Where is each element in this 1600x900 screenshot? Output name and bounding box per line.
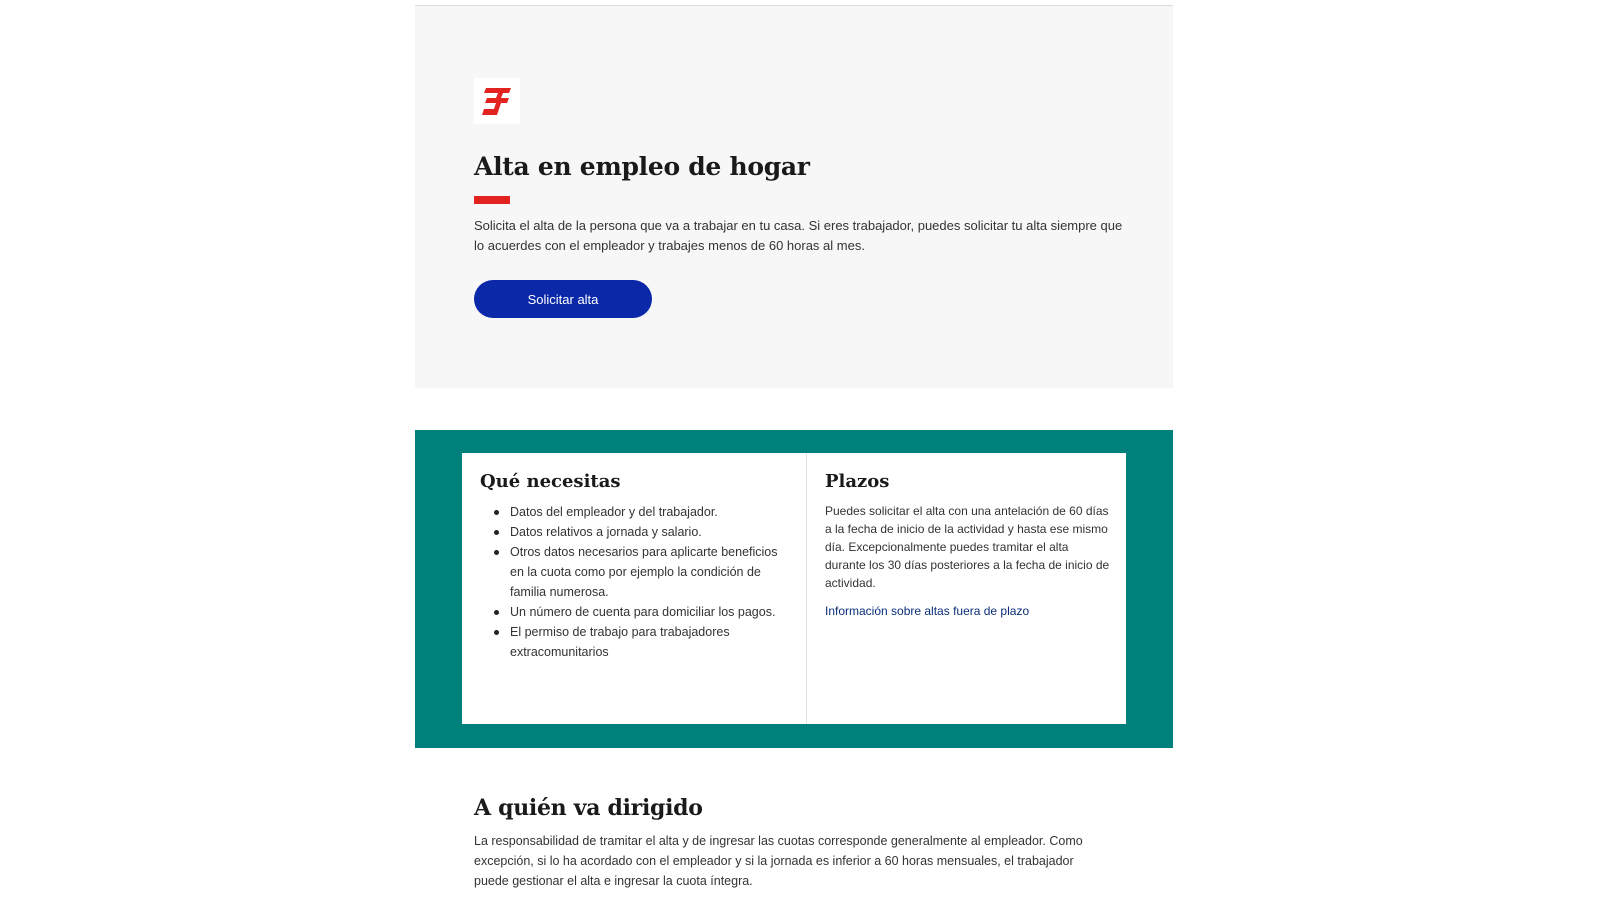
plazos-text: Puedes solicitar el alta con una antelación de 60 días a la fecha de inicio de la actividad y hasta ese mismo día. Excepcionalmente puedes tramitar el alta durante los 30 días posteriores a la fecha de inicio de actividad. (825, 504, 1110, 590)
list-item: Datos relativos a jornada y salario. (492, 522, 782, 542)
list-item: El permiso de trabajo para trabajadores extracomunitarios (492, 622, 782, 662)
needs-column (462, 453, 807, 724)
needs-list (480, 502, 788, 662)
list-item: Otros datos necesarios para aplicarte beneficios en la cuota como por ejemplo la condición de familia numerosa. (492, 542, 782, 602)
list-item: Un número de cuenta para domiciliar los pagos. (492, 602, 782, 622)
audience-heading: A quién va dirigido (474, 795, 703, 821)
hero-description: Solicita el alta de la persona que va a trabajar en tu casa. Si eres trabajador, puedes solicitar tu alta siempre que lo acuerdes con el empleador y trabajes menos de 60 horas al mes. (474, 218, 1123, 253)
info-band (415, 430, 1173, 748)
audience-section (474, 795, 1114, 891)
info-card (462, 453, 1126, 724)
plazos-column (807, 453, 1126, 724)
title-accent-bar (474, 196, 510, 204)
late-registration-info-link[interactable]: Información sobre altas fuera de plazo (825, 604, 1030, 618)
seguridad-social-logo-icon (474, 78, 520, 124)
plazos-heading: Plazos (825, 471, 890, 492)
needs-heading: Qué necesitas (480, 471, 621, 492)
list-item: Datos del empleador y del trabajador. (492, 502, 782, 522)
solicitar-alta-button[interactable]: Solicitar alta (474, 280, 652, 318)
page-title: Alta en empleo de hogar (474, 152, 810, 181)
hero-section (415, 6, 1173, 388)
audience-text: La responsabilidad de tramitar el alta y de ingresar las cuotas corresponde generalmente al empleador. Como excepción, si lo ha acordado con el empleador y si la jornada es inferior a 60 horas mensuales, el trabajador puede gestionar el alta e ingresar la cuota íntegra. (474, 834, 1083, 888)
